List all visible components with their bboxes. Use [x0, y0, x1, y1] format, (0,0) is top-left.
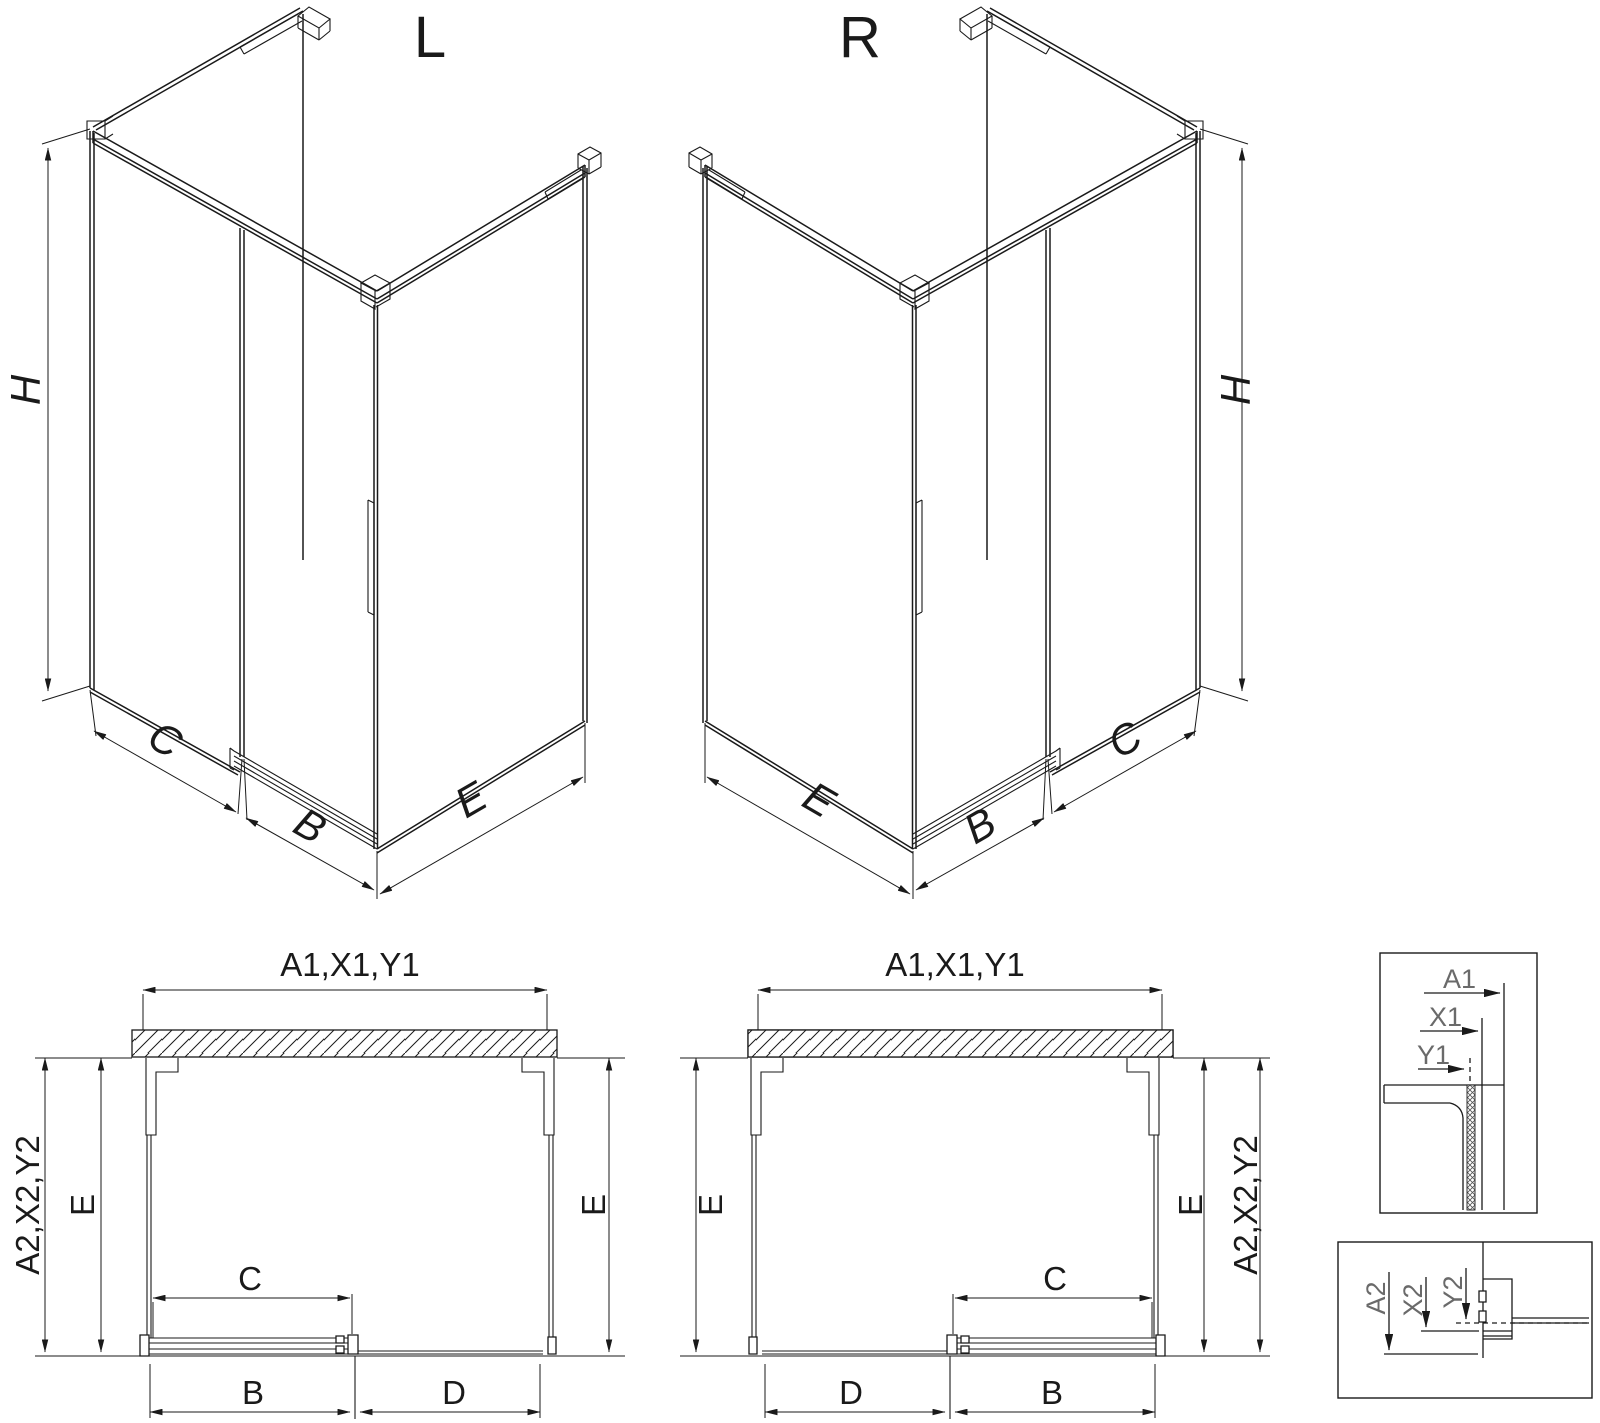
detail-bottom-x-label: X2 — [1398, 1283, 1428, 1317]
detail-top-wall-profile — [1384, 1085, 1504, 1210]
plan-right-side-left-label: E — [692, 1193, 729, 1217]
detail-top-a-label: A1 — [1442, 964, 1476, 994]
iso-view-right — [689, 5, 1259, 899]
plan-right-total-depth-label: A2,X2,Y2 — [1227, 1135, 1264, 1275]
detail-top-x-label: X1 — [1428, 1002, 1462, 1032]
iso-left-dim-door-label: B — [286, 798, 335, 853]
iso-left-dim-side-label: E — [446, 772, 495, 827]
plan-right-total-width-label: A1,X1,Y1 — [885, 946, 1025, 983]
iso-right-dim-door-label: B — [955, 798, 1004, 853]
plan-left-side-right-label: E — [575, 1193, 612, 1217]
plan-left-side-left-label: E — [64, 1193, 101, 1217]
plan-left-opening-label: C — [238, 1260, 262, 1297]
plan-left-total-depth-label: A2,X2,Y2 — [9, 1135, 46, 1275]
iso-right-dim-side-label: E — [795, 772, 844, 827]
iso-right-dim-height-label: H — [1212, 374, 1259, 406]
iso-right-title: R — [839, 5, 881, 70]
plan-right-wall-hatch — [748, 1030, 1173, 1057]
detail-view-top — [1380, 953, 1537, 1213]
detail-view-bottom — [1338, 1242, 1592, 1398]
detail-bottom-a-label: A2 — [1361, 1281, 1391, 1315]
plan-right-fixed-label: D — [839, 1374, 863, 1411]
iso-left-title: L — [413, 5, 447, 70]
plan-left-fixed-label: D — [442, 1374, 466, 1411]
plan-left-linework — [35, 990, 625, 1419]
plan-right-door-label: B — [1040, 1374, 1064, 1411]
plan-right-opening-label: C — [1043, 1260, 1067, 1297]
detail-top-glass-section — [1467, 1085, 1475, 1210]
detail-top-y-label: Y1 — [1416, 1040, 1450, 1070]
plan-view-left — [9, 946, 625, 1419]
detail-bottom-y-label: Y2 — [1438, 1275, 1468, 1309]
detail-bottom-frame — [1338, 1242, 1592, 1398]
iso-view-left — [2, 5, 601, 899]
iso-left-dim-fixed-label: C — [140, 711, 191, 768]
iso-left-linework — [42, 7, 601, 899]
iso-right-dim-fixed-label: C — [1099, 711, 1150, 768]
iso-right-linework — [689, 7, 1248, 899]
plan-view-right — [680, 946, 1270, 1419]
plan-left-door-label: B — [241, 1374, 265, 1411]
iso-left-dim-height-label: H — [2, 374, 49, 406]
detail-bottom-track-profile — [1483, 1279, 1589, 1339]
plan-left-total-width-label: A1,X1,Y1 — [280, 946, 420, 983]
plan-right-side-right-label: E — [1172, 1193, 1209, 1217]
